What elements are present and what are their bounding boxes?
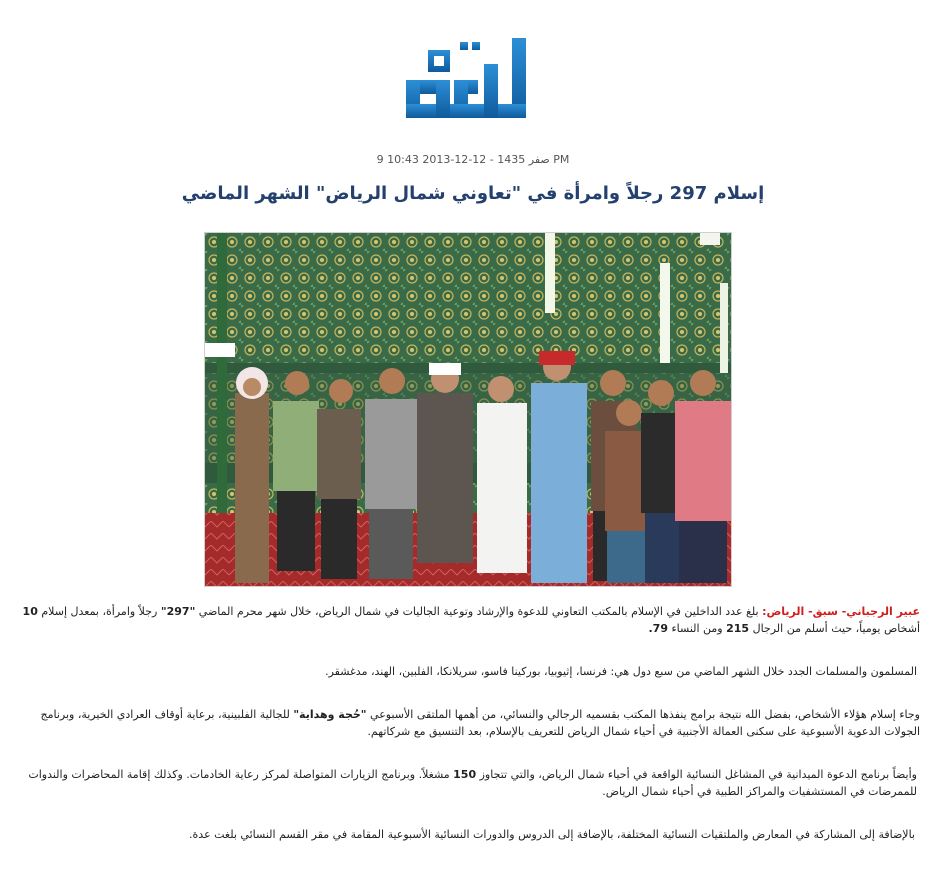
paragraph-3-text: وجاء إسلام هؤلاء الأشخاص، بفضل الله نتيجة برامج ينفذها المكتب بقسميه الرجالي والنسائي، من أهمها الملتقى الأسبوعي [366,708,920,721]
paragraph-4 [22,766,920,800]
group-photo-icon [204,232,732,587]
paragraph-4-text-2: مشغلاً. وبرنامج الزيارات المتواصلة لمركز رعاية الخادمات. وكذلك إقامة المحاضرات والندوات للممرضات في المستشفيات والمراكز الطبية في أحياء شمال الرياض. [28,768,917,798]
paragraph-5: بالإضافة إلى المشاركة في المعارض والملتقيات النسائية المختلفة، بالإضافة إلى الدروس والدورات النسائية الأسبوعية المقامة في مقر القسم النسائي بلغت عدة. [189,828,915,841]
program-name: "حُجة وهداية" [293,708,367,721]
paragraph-1-text-4: ومن النساء [667,622,727,635]
paragraph-2: المسلمون والمسلمات الجدد خلال الشهر الماضي من سبع دول هي: فرنسا، إثيوبيا، بوركينا فاسو، سريلانكا، الفلبين، الهند، مدغشقر. [325,665,917,678]
paragraph-1 [22,603,920,637]
article-date: 9 صفر 1435 - 12-12-2013 10:43 PM [376,153,570,166]
men-count: 215 [726,622,750,635]
paragraph-4-text: وأيضاً برنامج الدعوة الميدانية في المشاغل النسائية الواقعة في أحياء شمال الرياض، والتي تتجاوز [476,768,917,781]
byline[interactable]: عبير الرجباني- سبق- الرياض: [762,605,920,618]
paragraph-1-text: بلغ عدد الداخلين في الإسلام بالمكتب التعاوني للدعوة والإرشاد وتوعية الجاليات في شمال الرياض، خلال شهر محرم الماضي [195,605,763,618]
sabq-logo-graphic [398,34,534,124]
workshop-count: 150 [453,768,477,781]
paragraph-1-text-3: أشخاص يومياً، حيث أسلم من الرجال [749,622,920,635]
article-body [22,603,920,843]
article-title[interactable]: إسلام 297 رجلاً وامرأة في "تعاوني شمال الرياض" الشهر الماضي [181,183,765,204]
daily-rate: 10 [22,605,38,618]
sabq-logo-icon[interactable] [398,34,534,124]
convert-count: "297" [160,605,196,618]
paragraph-3-text-2: للجالية الفلبينية، برعاية أوقاف العرادي الخيرية، وبرنامج الجولات الدعوية الأسبوعية على سكنى العمالة الأجنبية في أحياء شمال الرياض للتعريف بالإسلام، بعد التنسيق مع شركاتهم. [40,708,920,738]
women-count: 79. [648,622,668,635]
group-photo-graphic [205,233,731,586]
paragraph-1-text-2: رجلاً وامرأة، بمعدل إسلام [37,605,161,618]
paragraph-3 [22,706,920,740]
